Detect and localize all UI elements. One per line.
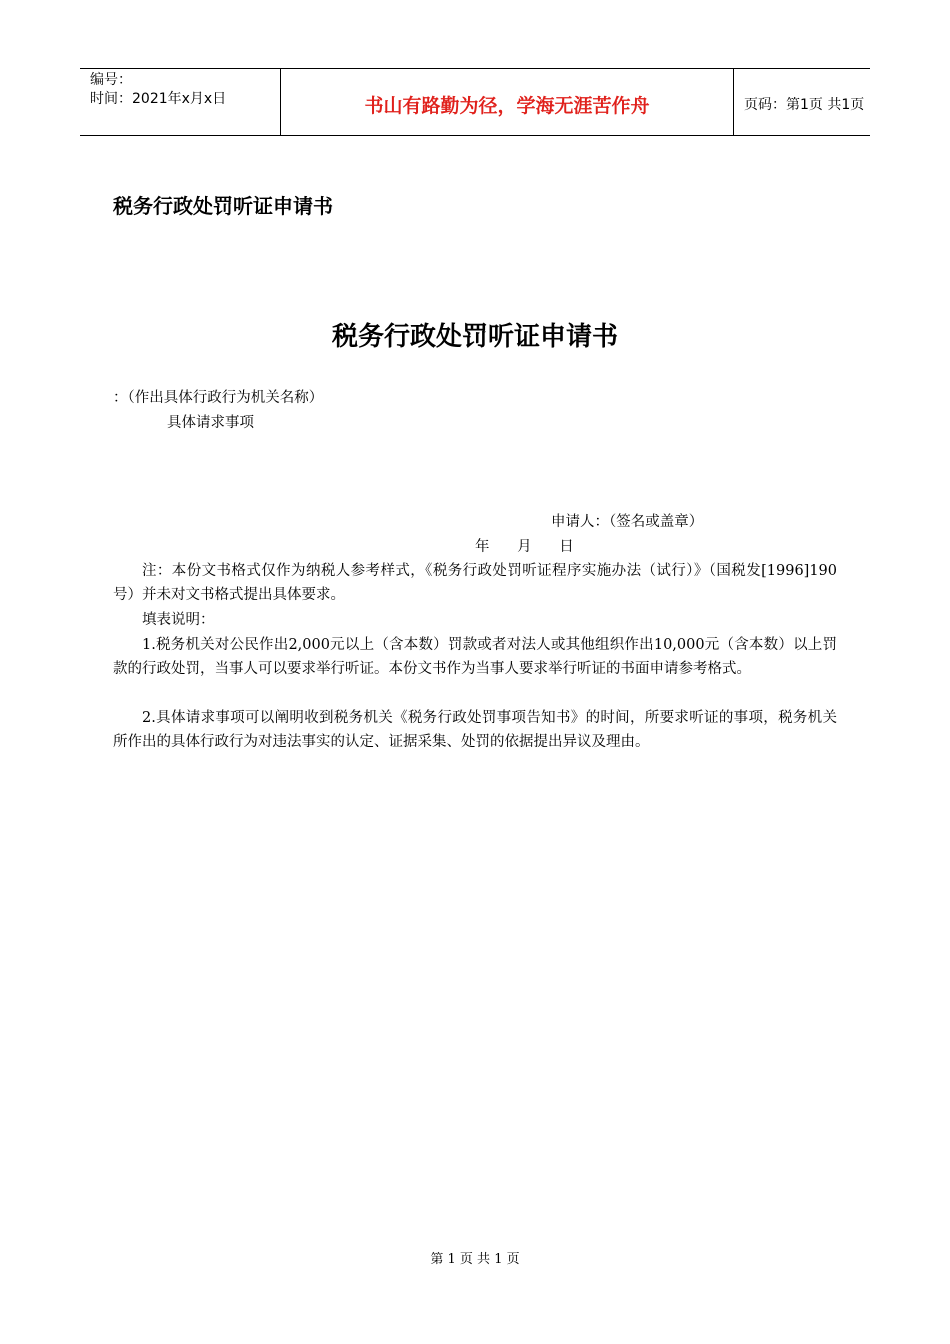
note-paragraph: 注：本份文书格式仅作为纳税人参考样式，《税务行政处罚听证程序实施办法（试行）》（国税发[1996]190号）并未对文书格式提出具体要求。	[113, 563, 837, 603]
instruction-item-1: 1.税务机关对公民作出2,000元以上（含本数）罚款或者对法人或其他组织作出10,000元（含本数）以上罚款的行政处罚，当事人可以要求举行听证。本份文书作为当事人要求举行听证的书面申请参考格式。	[113, 637, 837, 677]
time-label: 时间：2021年x月x日	[90, 91, 227, 107]
instructions-title: 填表说明：	[142, 612, 215, 628]
addressee-line: ：（作出具体行政行为机关名称）	[113, 390, 324, 406]
document-title: 税务行政处罚听证申请书	[113, 194, 333, 218]
main-title: 税务行政处罚听证申请书	[331, 322, 618, 352]
applicant-signature-line: 申请人：（签名或盖章）	[551, 514, 704, 530]
header-motto: 书山有路勤为径，学海无涯苦作舟	[281, 69, 734, 135]
header-meta	[80, 69, 281, 135]
number-label: 编号：	[90, 72, 132, 88]
instruction-item-2: 2.具体请求事项可以阐明收到税务机关《税务行政处罚事项告知书》的时间，所要求听证的事项，税务机关所作出的具体行政行为对违法事实的认定、证据采集、处罚的依据提出异议及理由。	[113, 710, 837, 750]
request-item-label: 具体请求事项	[167, 415, 254, 431]
date-line: 年 月 日	[475, 539, 574, 555]
page-footer: 第 1 页 共 1 页	[430, 1252, 520, 1267]
page-header	[80, 68, 870, 136]
header-page-info: 页码：第1页 共1页	[744, 97, 865, 113]
